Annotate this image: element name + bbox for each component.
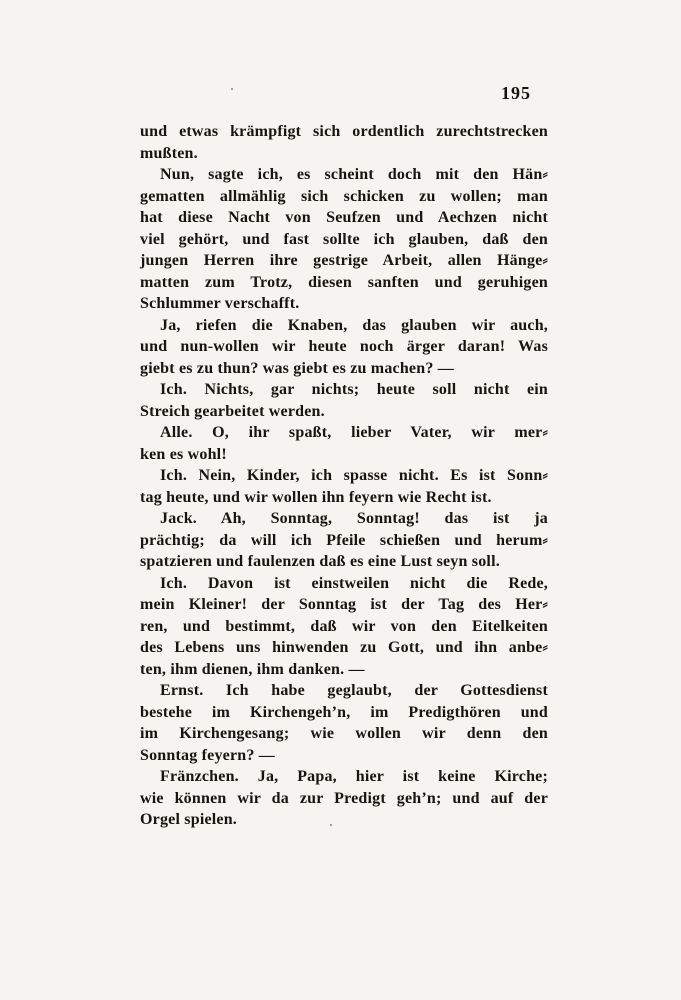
text-line: mein Kleiner! der Sonntag ist der Tag des Her⸗: [140, 596, 548, 613]
text-line: tag heute, und wir wollen ihn feyern wie Recht ist.: [140, 488, 492, 506]
paragraph: [140, 379, 548, 422]
text-line: im Kirchengesang; wie wollen wir denn den: [140, 725, 548, 742]
text-line: viel gehört, und fast sollte ich glauben, daß den: [140, 230, 548, 248]
text-line: Ich. Nichts, gar nichts; heute soll nicht ein: [160, 381, 548, 398]
page-number: 195: [501, 83, 531, 103]
text-line: bestehe im Kirchengeh’n, im Predigthören und: [140, 703, 548, 721]
text-line: Ernst. Ich habe geglaubt, der Gottesdienst: [160, 682, 548, 699]
text-line: ten, ihm dienen, ihm danken. —: [140, 660, 365, 678]
text-line: Streich gearbeitet werden.: [140, 402, 325, 420]
text-line: Sonntag feyern? —: [140, 746, 275, 764]
text-line: ken es wohl!: [140, 445, 227, 463]
scan-speck: [330, 824, 332, 826]
text-line: und nun-wollen wir heute noch ärger daran! Was: [140, 338, 548, 355]
text-line: ren, und bestimmt, daß wir von den Eitelkeiten: [140, 617, 548, 635]
paragraph: [140, 573, 548, 681]
text-line: Ich. Nein, Kinder, ich spasse nicht. Es ist Sonn⸗: [160, 467, 548, 484]
text-line: Schlummer verschafft.: [140, 295, 300, 312]
text-line: hat diese Nacht von Seufzen und Aechzen nicht: [140, 209, 548, 226]
text-line: Nun, sagte ich, es scheint doch mit den Hän⸗: [160, 166, 548, 183]
text-line: Alle. O, ihr spaßt, lieber Vater, wir mer⸗: [160, 424, 548, 441]
text-line: spatzieren und faulenzen daß es eine Lust seyn soll.: [140, 553, 500, 570]
text-line: Orgel spielen.: [140, 811, 238, 828]
text-line: prächtig; da will ich Pfeile schießen und herum⸗: [140, 531, 548, 549]
paragraph: [140, 766, 548, 831]
text-line: gematten allmählig sich schicken zu wollen; man: [140, 187, 548, 205]
scan-speck: [231, 88, 233, 90]
text-block: [140, 121, 548, 831]
text-line: des Lebens uns hinwenden zu Gott, und ihn anbe⸗: [140, 639, 548, 656]
text-line: und etwas krämpfigt sich ordentlich zurechtstrecken: [140, 123, 548, 140]
text-line: matten zum Trotz, diesen sanften und geruhigen: [140, 273, 548, 291]
text-line: giebt es zu thun? was giebt es zu machen? —: [140, 359, 454, 377]
paragraph: [140, 680, 548, 766]
paragraph: [140, 422, 548, 465]
text-line: Fränzchen. Ja, Papa, hier ist keine Kirche;: [160, 768, 548, 785]
paragraph: [140, 121, 548, 164]
text-line: Ja, riefen die Knaben, das glauben wir auch,: [160, 316, 548, 334]
paragraph: [140, 508, 548, 573]
paragraph: [140, 164, 548, 315]
text-line: Ich. Davon ist einstweilen nicht die Rede,: [160, 574, 548, 592]
paragraph: [140, 465, 548, 508]
text-line: jungen Herren ihre gestrige Arbeit, allen Hänge⸗: [140, 252, 548, 269]
text-line: mußten.: [140, 144, 198, 162]
text-line: Jack. Ah, Sonntag, Sonntag! das ist ja: [160, 510, 548, 527]
text-line: wie können wir da zur Predigt geh’n; und auf der: [140, 789, 548, 807]
paragraph: [140, 315, 548, 380]
